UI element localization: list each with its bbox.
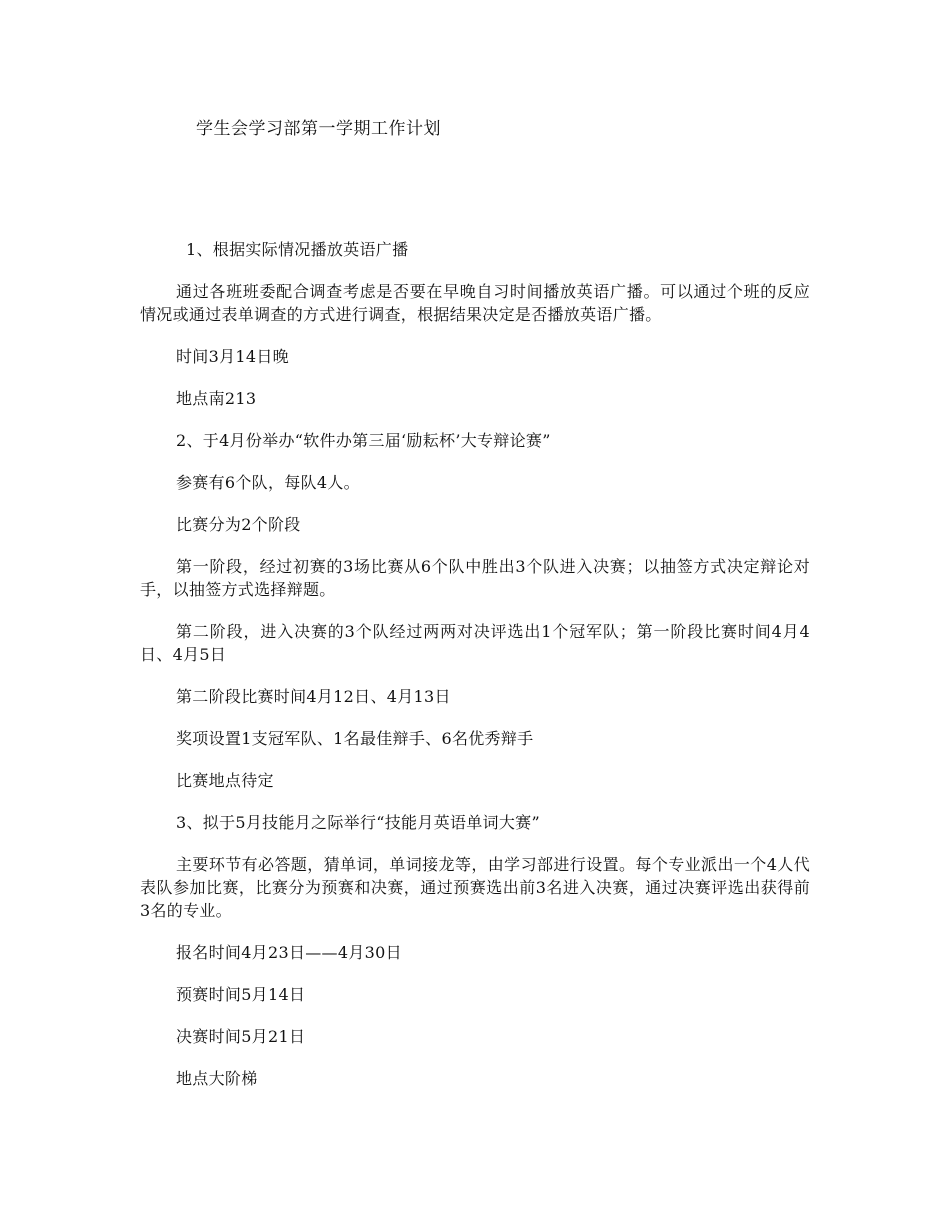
paragraph: 比赛地点待定	[176, 771, 274, 790]
section-heading-2: 2、于4月份举办“软件办第三届‘励耘杯’大专辩论赛”	[176, 431, 551, 450]
paragraph: 参赛有6个队，每队4人。	[176, 473, 360, 492]
paragraph: 第二阶段，进入决赛的3个队经过两两对决评选出1个冠军队；第一阶段比赛时间4月4日、4月5日	[140, 622, 810, 664]
paragraph: 比赛分为2个阶段	[176, 515, 301, 534]
paragraph: 通过各班班委配合调查考虑是否要在早晚自习时间播放英语广播。可以通过个班的反应情况或通过表单调查的方式进行调查，根据结果决定是否播放英语广播。	[140, 282, 810, 324]
paragraph: 第一阶段，经过初赛的3场比赛从6个队中胜出3个队进入决赛；以抽签方式决定辩论对手，以抽签方式选择辩题。	[140, 557, 810, 599]
section-heading-3: 3、拟于5月技能月之际举行“技能月英语单词大赛”	[176, 813, 540, 832]
paragraph: 报名时间4月23日——4月30日	[176, 943, 402, 962]
paragraph: 第二阶段比赛时间4月12日、4月13日	[176, 687, 451, 706]
section-heading-1: 1、根据实际情况播放英语广播	[186, 240, 409, 259]
paragraph: 地点大阶梯	[176, 1069, 258, 1088]
document-title: 学生会学习部第一学期工作计划	[196, 119, 441, 139]
paragraph: 主要环节有必答题，猜单词，单词接龙等，由学习部进行设置。每个专业派出一个4人代表队参加比赛，比赛分为预赛和决赛，通过预赛选出前3名进入决赛，通过决赛评选出获得前3名的专业。	[140, 855, 810, 920]
paragraph: 时间3月14日晚	[176, 347, 289, 366]
document-body	[140, 238, 810, 1109]
paragraph: 奖项设置1支冠军队、1名最佳辩手、6名优秀辩手	[176, 729, 534, 748]
paragraph: 预赛时间5月14日	[176, 985, 306, 1004]
paragraph: 地点南213	[176, 389, 257, 408]
paragraph: 决赛时间5月21日	[176, 1027, 306, 1046]
